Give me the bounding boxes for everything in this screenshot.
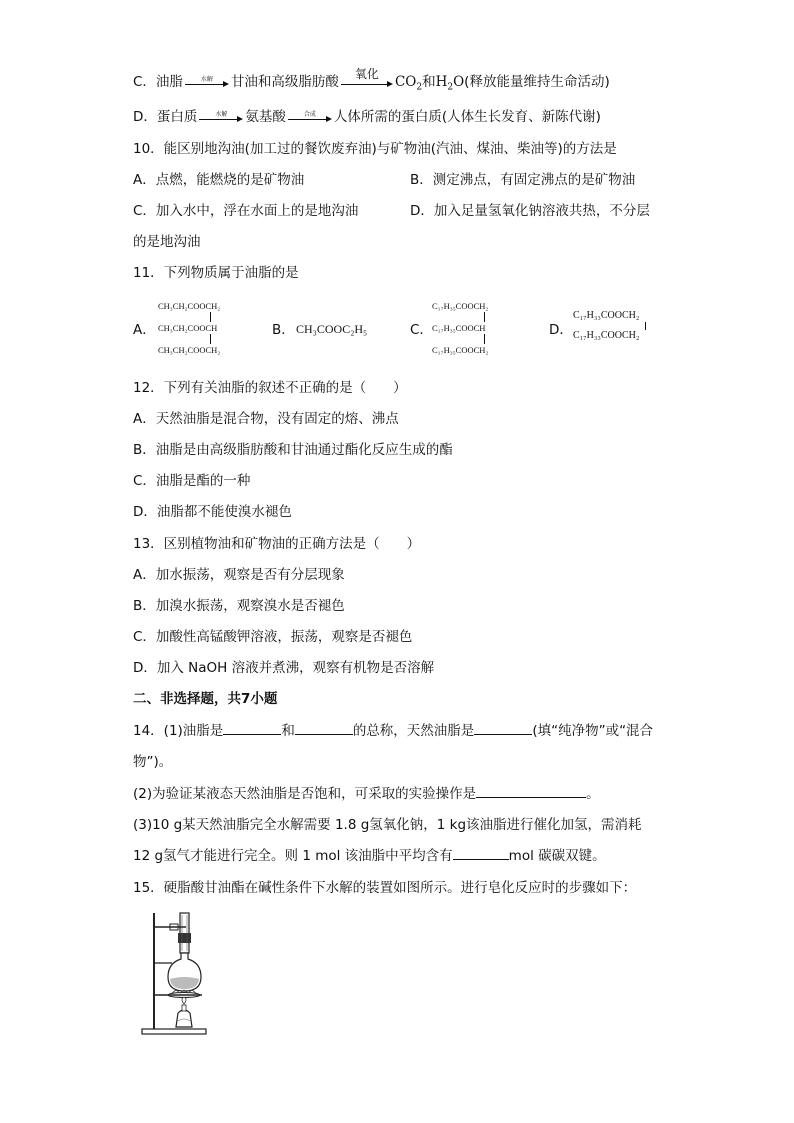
q11-option-d-formula: C₁₇H₃₃COOCH₂ C₁₇H₃₃COOCH₂	[573, 310, 646, 342]
q9-option-d: D．蛋白质 水解 氨基酸 合成 人体所需的蛋白质(人体生长发育、新陈代谢)	[133, 109, 601, 125]
q14-part1-cont: 物”)。	[133, 754, 173, 770]
q10-option-a: A．点燃，能燃烧的是矿物油	[133, 172, 305, 188]
q10-option-c: C．加入水中，浮在水面上的是地沟油	[133, 203, 359, 219]
answer-blank[interactable]	[223, 722, 281, 735]
oxidation-arrow-icon: 氧化	[341, 75, 393, 89]
hydrolysis-arrow-icon: 水解	[199, 110, 243, 124]
q12-option-c: C．油脂是酯的一种	[133, 473, 251, 489]
q11-stem: 11．下列物质属于油脂的是	[133, 265, 299, 281]
q14-part1: 14．(1)油脂是 和 的总称，天然油脂是 (填“纯净物”或“混合	[133, 723, 654, 739]
q14-part2: (2)为验证某液态天然油脂是否饱和，可采取的实验操作是 。	[133, 786, 600, 802]
q10-stem: 10．能区别地沟油(加工过的餐饮废弃油)与矿物油(汽油、煤油、柴油等)的方法是	[133, 141, 617, 157]
q10-option-d: D．加入足量氢氧化钠溶液共热，不分层	[410, 203, 650, 219]
q11-option-c-label: C．	[410, 322, 433, 338]
answer-blank[interactable]	[474, 722, 532, 735]
synthesis-arrow-icon: 合成	[288, 110, 332, 124]
q12-option-a: A．天然油脂是混合物，没有固定的熔、沸点	[133, 411, 399, 427]
q9-option-c: C．油脂 水解 甘油和高级脂肪酸 氧化 $CO_2$和$H_2O$(释放能量维持生命活动)	[133, 67, 610, 93]
q12-option-b: B．油脂是由高级脂肪酸和甘油通过酯化反应生成的酯	[133, 442, 453, 458]
section-heading: 二、非选择题，共7小题	[133, 691, 278, 707]
answer-blank[interactable]	[476, 785, 586, 798]
q11-option-a-formula: CH₃CH₂COOCH₂ CH₃CH₂COOCH CH₃CH₂COOCH₂	[158, 301, 221, 355]
q13-option-a: A．加水振荡，观察是否有分层现象	[133, 567, 345, 583]
q13-option-b: B．加溴水振荡，观察溴水是否褪色	[133, 598, 345, 614]
answer-blank[interactable]	[453, 847, 509, 860]
q11-option-b-formula: CH₃COOC₂H₅	[296, 322, 368, 336]
q12-stem: 12．下列有关油脂的叙述不正确的是（ ）	[133, 380, 407, 396]
saponification-apparatus-figure	[140, 905, 220, 1037]
q13-stem: 13．区别植物油和矿物油的正确方法是（ ）	[133, 536, 421, 552]
q11-option-a-label: A．	[133, 322, 156, 338]
q15-stem: 15．硬脂酸甘油酯在碱性条件下水解的装置如图所示。进行皂化反应时的步骤如下：	[133, 880, 637, 896]
hydrolysis-arrow-icon: 水解	[185, 75, 229, 89]
q10-option-d-cont: 的是地沟油	[133, 234, 201, 250]
q14-part3: (3)10 g某天然油脂完全水解需要 1.8 g氢氧化钠，1 kg该油脂进行催化加氢，需消耗	[133, 817, 642, 833]
q10-option-b: B．测定沸点，有固定沸点的是矿物油	[410, 172, 636, 188]
q11-option-c-formula: C₁₇H₃₅COOCH₂ C₁₇H₃₅COOCH C₁₇H₃₅COOCH₂	[432, 301, 489, 355]
q12-option-d: D．油脂都不能使溴水褪色	[133, 504, 292, 520]
q11-option-d-label: D．	[549, 322, 573, 338]
q13-option-c: C．加酸性高锰酸钾溶液，振荡，观察是否褪色	[133, 629, 413, 645]
q13-option-d: D．加入 NaOH 溶液并煮沸，观察有机物是否溶解	[133, 660, 435, 676]
answer-blank[interactable]	[295, 722, 353, 735]
q14-part3-cont: 12 g氢气才能进行完全。则 1 mol 该油脂中平均含有 mol 碳碳双键。	[133, 848, 606, 864]
q11-option-b-label: B．	[272, 322, 295, 338]
